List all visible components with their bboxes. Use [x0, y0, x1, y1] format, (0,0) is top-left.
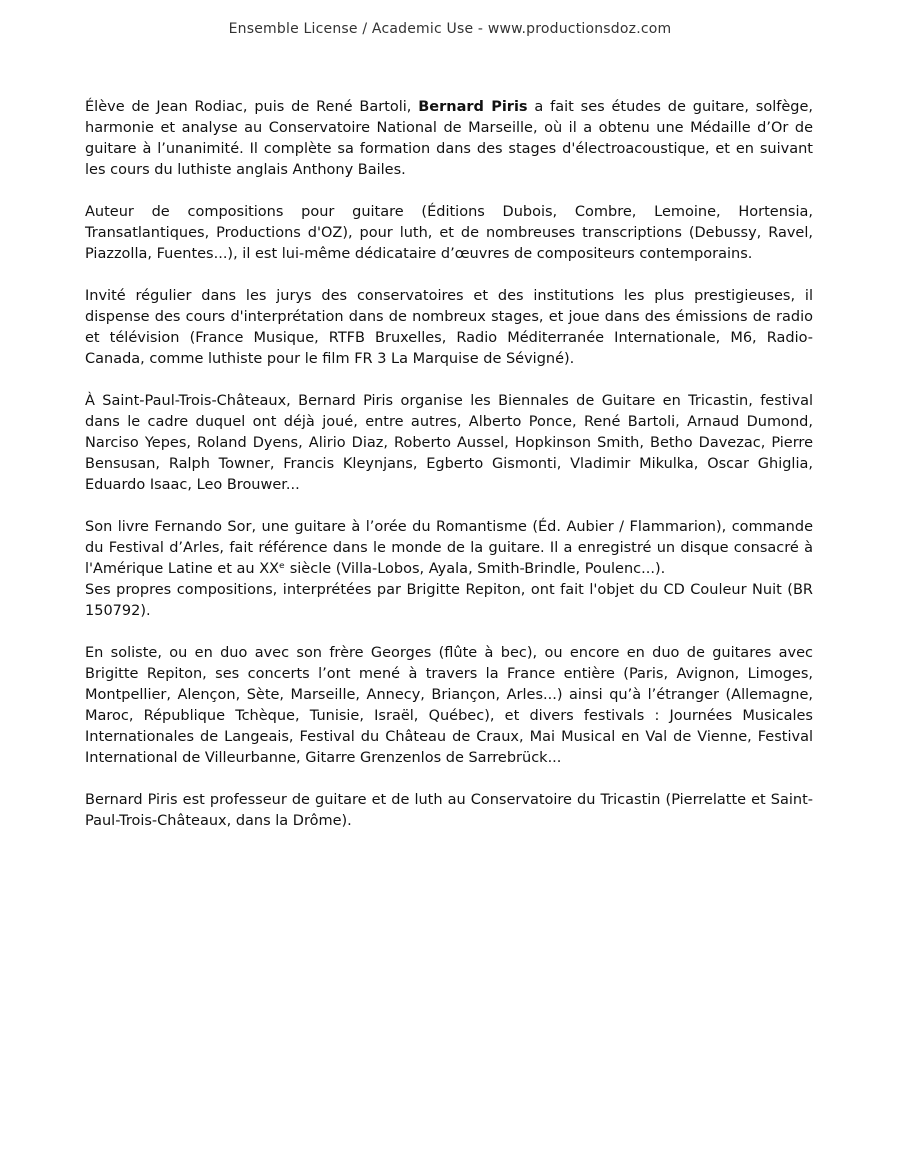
paragraph-book-recording: Son livre Fernando Sor, une guitare à l’orée du Romantisme (Éd. Aubier / Flammarion), commande du Festival d’Arles, fait référence dans le monde de la guitare. Il a enregistré un disque consacré à l'Amérique Latine et au XXᵉ siècle (Villa-Lobos, Ayala, Smith-Brindle, Poulenc...).	[85, 519, 813, 577]
paragraph-teaching: Bernard Piris est professeur de guitare et de luth au Conservatoire du Tricastin (Pierrelatte et Saint-Paul-Trois-Châteaux, dans la Drôme).	[85, 792, 813, 829]
paragraph-education	[85, 97, 813, 181]
paragraph-compositions: Auteur de compositions pour guitare (Éditions Dubois, Combre, Lemoine, Hortensia, Transatlantiques, Productions d'OZ), pour luth, et de nombreuses transcriptions (Debussy, Ravel, Piazzolla, Fuentes...), il est lui-même dédicataire d’œuvres de compositeurs contemporains.	[85, 204, 813, 262]
paragraph-juries-media: Invité régulier dans les jurys des conservatoires et des institutions les plus prestigieuses, il dispense des cours d'interprétation dans de nombreux stages, et joue dans des émissions de radio et télévision (France Musique, RTFB Bruxelles, Radio Méditerranée Internationale, M6, Radio-Canada, comme luthiste pour le film FR 3 La Marquise de Sévigné).	[85, 288, 813, 367]
biography-body	[85, 97, 813, 853]
education-intro: Élève de Jean Rodiac, puis de René Bartoli,	[85, 99, 419, 115]
artist-name: Bernard Piris	[418, 99, 528, 115]
license-header: Ensemble License / Academic Use - www.productionsdoz.com	[228, 21, 672, 37]
paragraph-concerts: En soliste, ou en duo avec son frère Georges (flûte à bec), ou encore en duo de guitares avec Brigitte Repiton, ses concerts l’ont mené à travers la France entière (Paris, Avignon, Limoges, Montpellier, Alençon, Sète, Marseille, Annecy, Briançon, Arles...) ainsi qu’à l’étranger (Allemagne, Maroc, République Tchèque, Tunisie, Israël, Québec), et divers festivals : Journées Musicales Internationales de Langeais, Festival du Château de Craux, Mai Musical en Val de Vienne, Festival International de Villeurbanne, Gitarre Grenzenlos de Sarrebrück...	[85, 645, 813, 766]
paragraph-cd: Ses propres compositions, interprétées par Brigitte Repiton, ont fait l'objet du CD Couleur Nuit (BR 150792).	[85, 582, 813, 619]
paragraph-biennales: À Saint-Paul-Trois-Châteaux, Bernard Piris organise les Biennales de Guitare en Tricastin, festival dans le cadre duquel ont déjà joué, entre autres, Alberto Ponce, René Bartoli, Arnaud Dumond, Narciso Yepes, Roland Dyens, Alirio Diaz, Roberto Aussel, Hopkinson Smith, Betho Davezac, Pierre Bensusan, Ralph Towner, Francis Kleynjans, Egberto Gismonti, Vladimir Mikulka, Oscar Ghiglia, Eduardo Isaac, Leo Brouwer...	[85, 393, 813, 493]
education-details: a fait ses études de guitare, solfège, harmonie et analyse au Conservatoire National de Marseille, où il a obtenu une Médaille d’Or de guitare à l’unanimité. Il complète sa formation dans des stages d'électroacoustique, et en suivant les cours du luthiste anglais Anthony Bailes.	[85, 99, 813, 178]
